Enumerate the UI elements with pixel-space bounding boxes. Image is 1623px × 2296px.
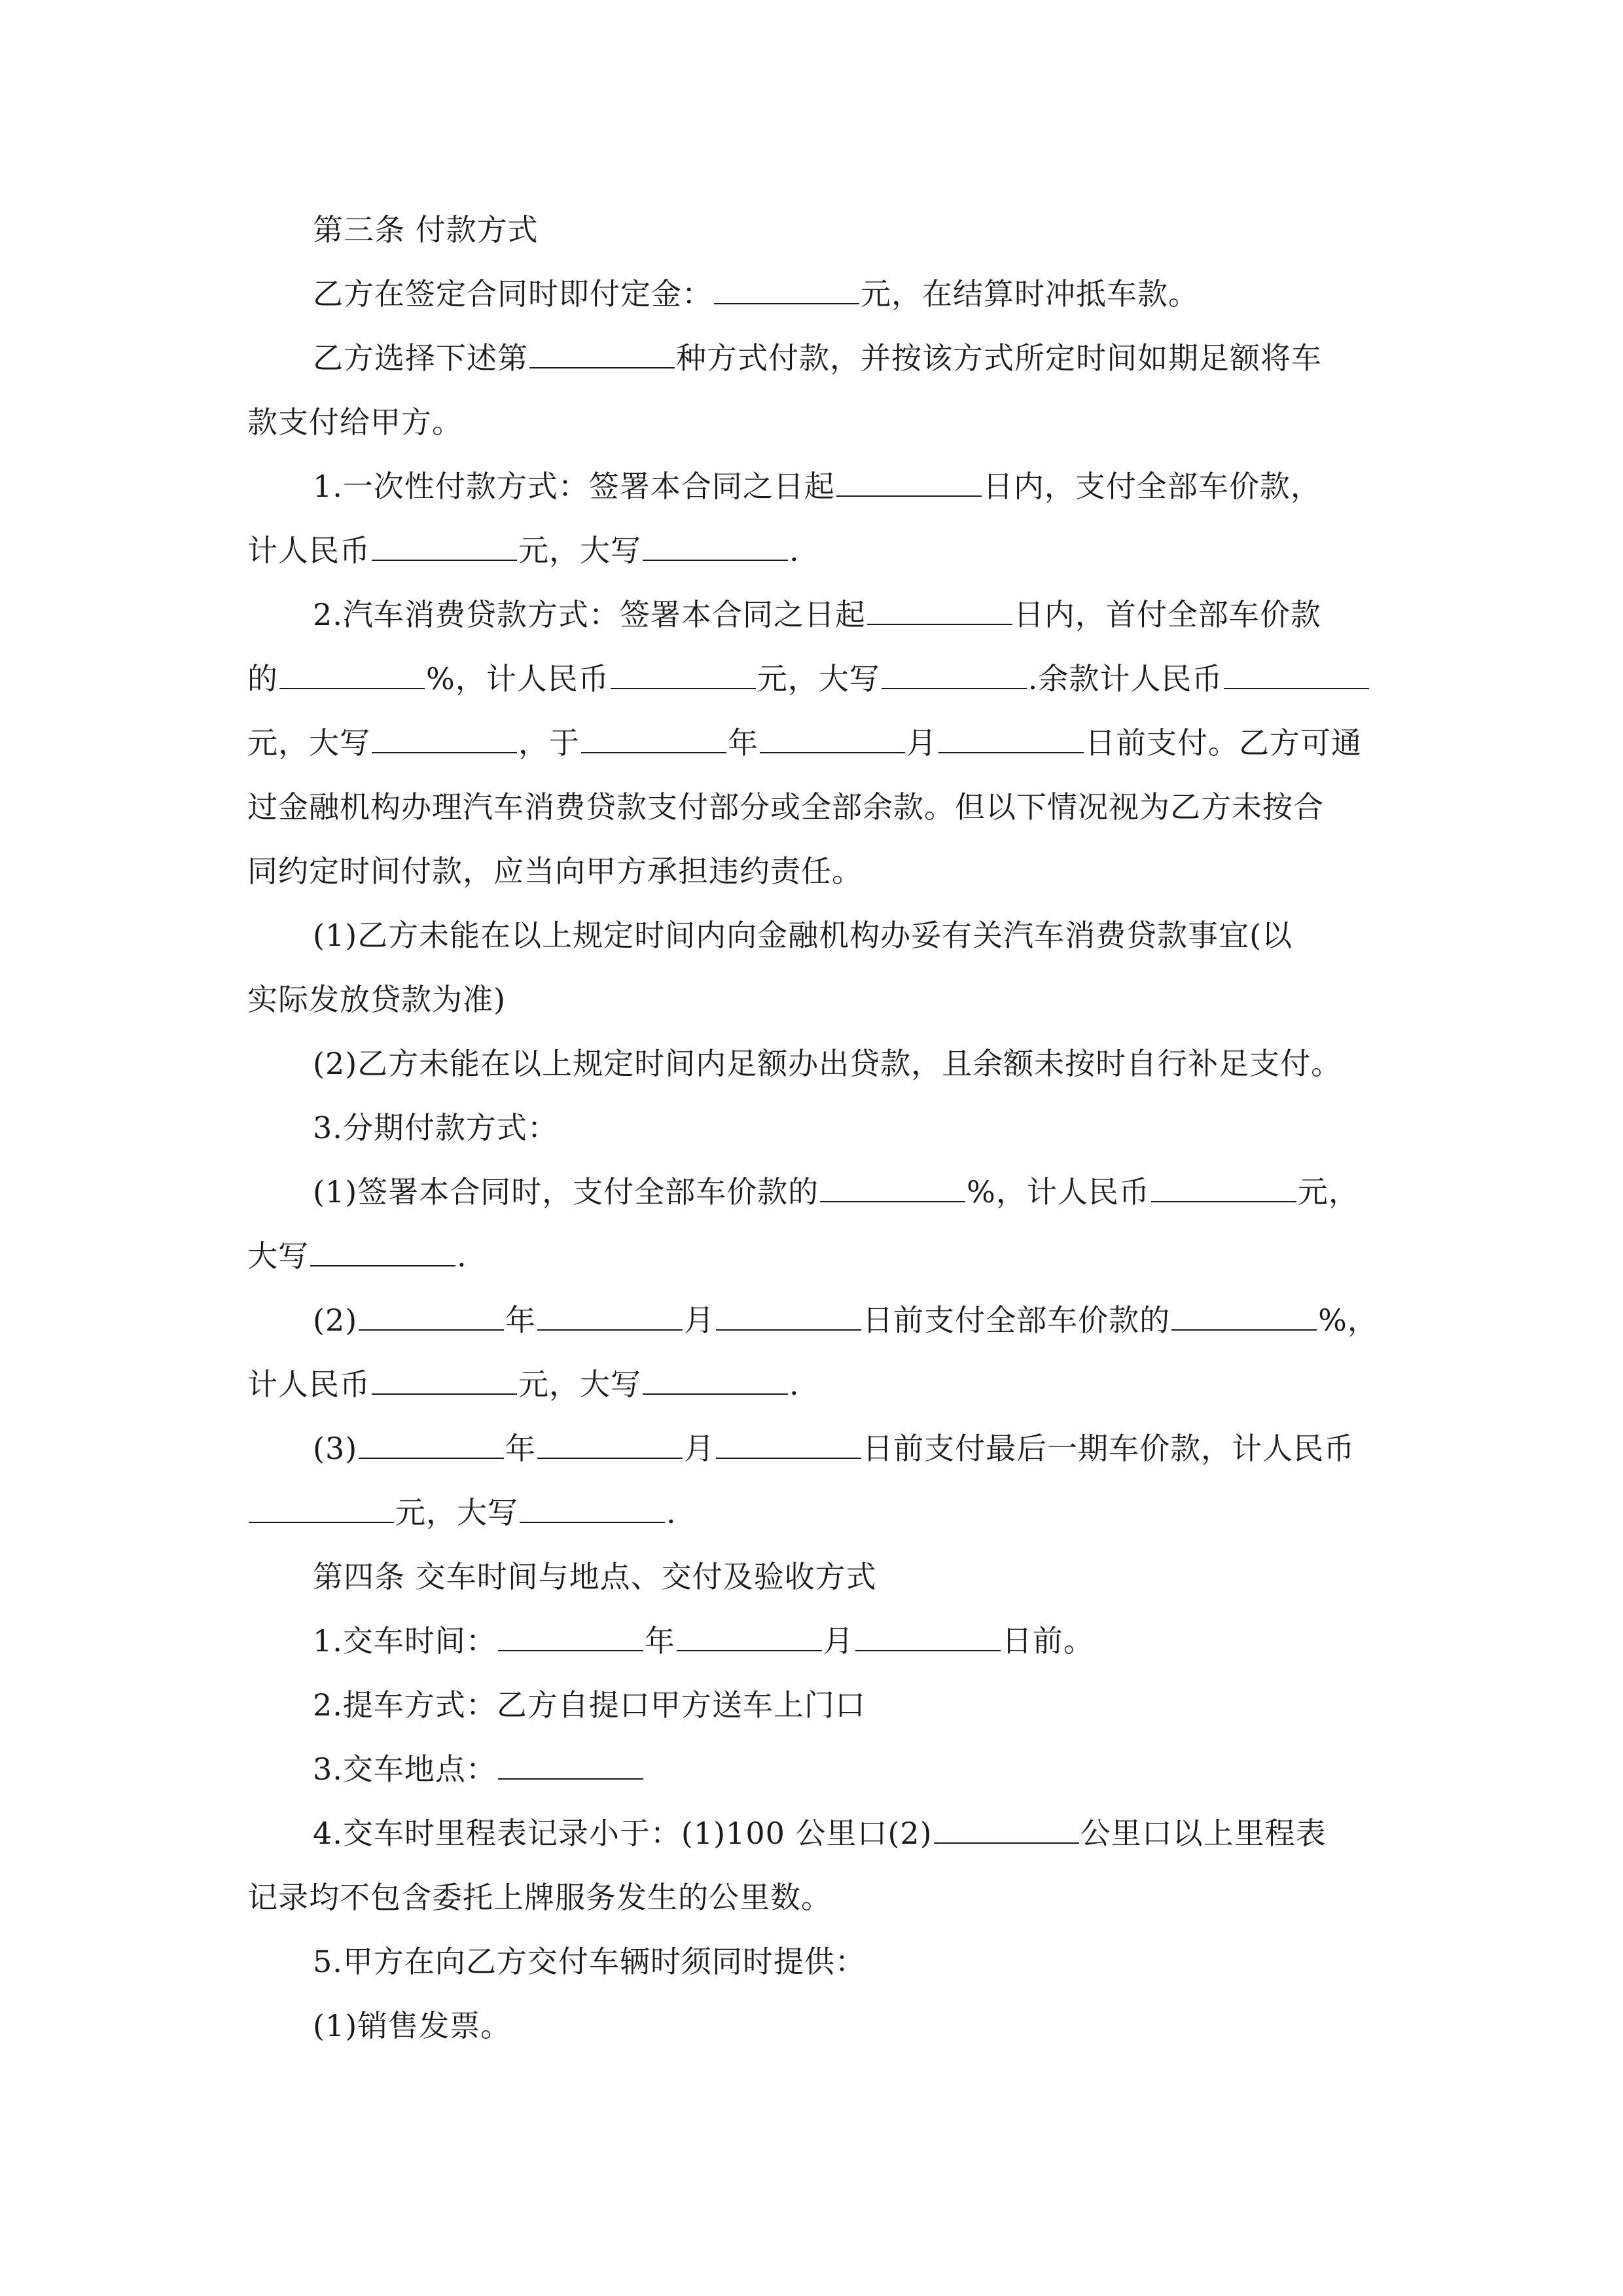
article-3-title: 第三条 付款方式: [313, 212, 539, 247]
blank: [279, 687, 425, 689]
blank: [249, 1520, 394, 1523]
odometer-line-1: 4.交车时里程表记录小于：(1)100 公里口(2) 公里口以上里程表: [313, 1816, 1327, 1851]
payment-method-blank: [529, 366, 675, 368]
blank: [611, 687, 756, 689]
blank: [537, 1456, 683, 1459]
deposit-clause: 乙方在签定合同时即付定金： 元，在结算时冲抵车款。: [313, 276, 1199, 312]
documents-clause: 5.甲方在向乙方交付车辆时须同时提供：: [313, 1944, 866, 1979]
method-2-line-4: 过金融机构办理汽车消费贷款支付部分或全部余款。但以下情况视为乙方未按合: [247, 789, 1324, 825]
delivery-time: 1.交车时间： 年 月 日前。: [313, 1623, 1094, 1659]
blank: [359, 1328, 504, 1331]
condition-2: (2)乙方未能在以上规定时间内足额办出贷款，且余额未按时自行补足支付。: [313, 1046, 1342, 1081]
odometer-line-2: 记录均不包含委托上牌服务发生的公里数。: [247, 1880, 832, 1915]
documents-item-1: (1)销售发票。: [313, 2008, 512, 2043]
blank: [359, 1456, 504, 1459]
installment-1-line-2: 大写 .: [247, 1238, 467, 1274]
blank: [643, 558, 788, 561]
deposit-amount-blank: [714, 302, 859, 304]
blank: [1151, 1200, 1296, 1202]
blank: [855, 1649, 1001, 1651]
blank: [820, 1200, 965, 1202]
blank: [372, 751, 517, 753]
blank: [882, 687, 1027, 689]
blank: [934, 1841, 1079, 1844]
blank: [372, 1392, 517, 1395]
method-2-line-1: 2.汽车消费贷款方式：签署本合同之日起 日内，首付全部车价款: [313, 597, 1321, 632]
delivery-location: 3.交车地点：: [247, 1737, 1380, 1801]
blank: [836, 494, 982, 497]
condition-1-line-2: 实际发放贷款为准): [247, 982, 506, 1017]
blank: [716, 1456, 861, 1459]
blank: [716, 1328, 861, 1331]
blank: [581, 751, 726, 753]
blank: [498, 1777, 643, 1780]
blank: [498, 1649, 643, 1651]
method-2-line-3: 元，大写 ，于 年 月 日前支付。乙方可通: [247, 725, 1362, 761]
blank: [643, 1392, 788, 1395]
installment-3-line-2: 元，大写 .: [247, 1480, 1380, 1545]
condition-1-line-1: (1)乙方未能在以上规定时间内向金融机构办妥有关汽车消费贷款事宜(以: [313, 918, 1293, 953]
method-1-line-1: 1.一次性付款方式：签署本合同之日起 日内，支付全部车价款，: [313, 469, 1321, 504]
installment-2-line-1: (2) 年 月 日前支付全部车价款的 %，: [313, 1302, 1378, 1338]
method-2-line-2: 的 %，计人民币 元，大写 .余款计人民币: [247, 647, 1380, 711]
blank: [867, 622, 1012, 625]
contract-page: [247, 198, 1380, 2058]
installment-2-line-2: 计人民币 元，大写 .: [247, 1367, 800, 1402]
blank: [537, 1328, 683, 1331]
blank: [310, 1264, 455, 1266]
blank: [520, 1520, 665, 1523]
blank: [372, 558, 517, 561]
installment-3-line-1: (3) 年 月 日前支付最后一期车价款，计人民币: [313, 1431, 1355, 1466]
blank: [677, 1649, 822, 1651]
payment-choice-cont: 款支付给甲方。: [247, 404, 463, 440]
blank: [1171, 1328, 1317, 1331]
payment-choice-clause: 乙方选择下述第 种方式付款，并按该方式所定时间如期足额将车: [313, 340, 1322, 376]
blank: [1224, 687, 1369, 689]
blank: [760, 751, 905, 753]
installment-1-line-1: (1)签署本合同时，支付全部车价款的 %，计人民币 元，: [313, 1174, 1359, 1210]
method-1-line-2: 计人民币 元，大写 .: [247, 533, 800, 568]
blank: [938, 751, 1084, 753]
article-4-title: 第四条 交车时间与地点、交付及验收方式: [313, 1559, 877, 1594]
pickup-method: 2.提车方式：乙方自提口甲方送车上门口: [313, 1687, 866, 1723]
method-3-title: 3.分期付款方式：: [313, 1110, 558, 1145]
method-2-line-5: 同约定时间付款，应当向甲方承担违约责任。: [247, 853, 863, 889]
